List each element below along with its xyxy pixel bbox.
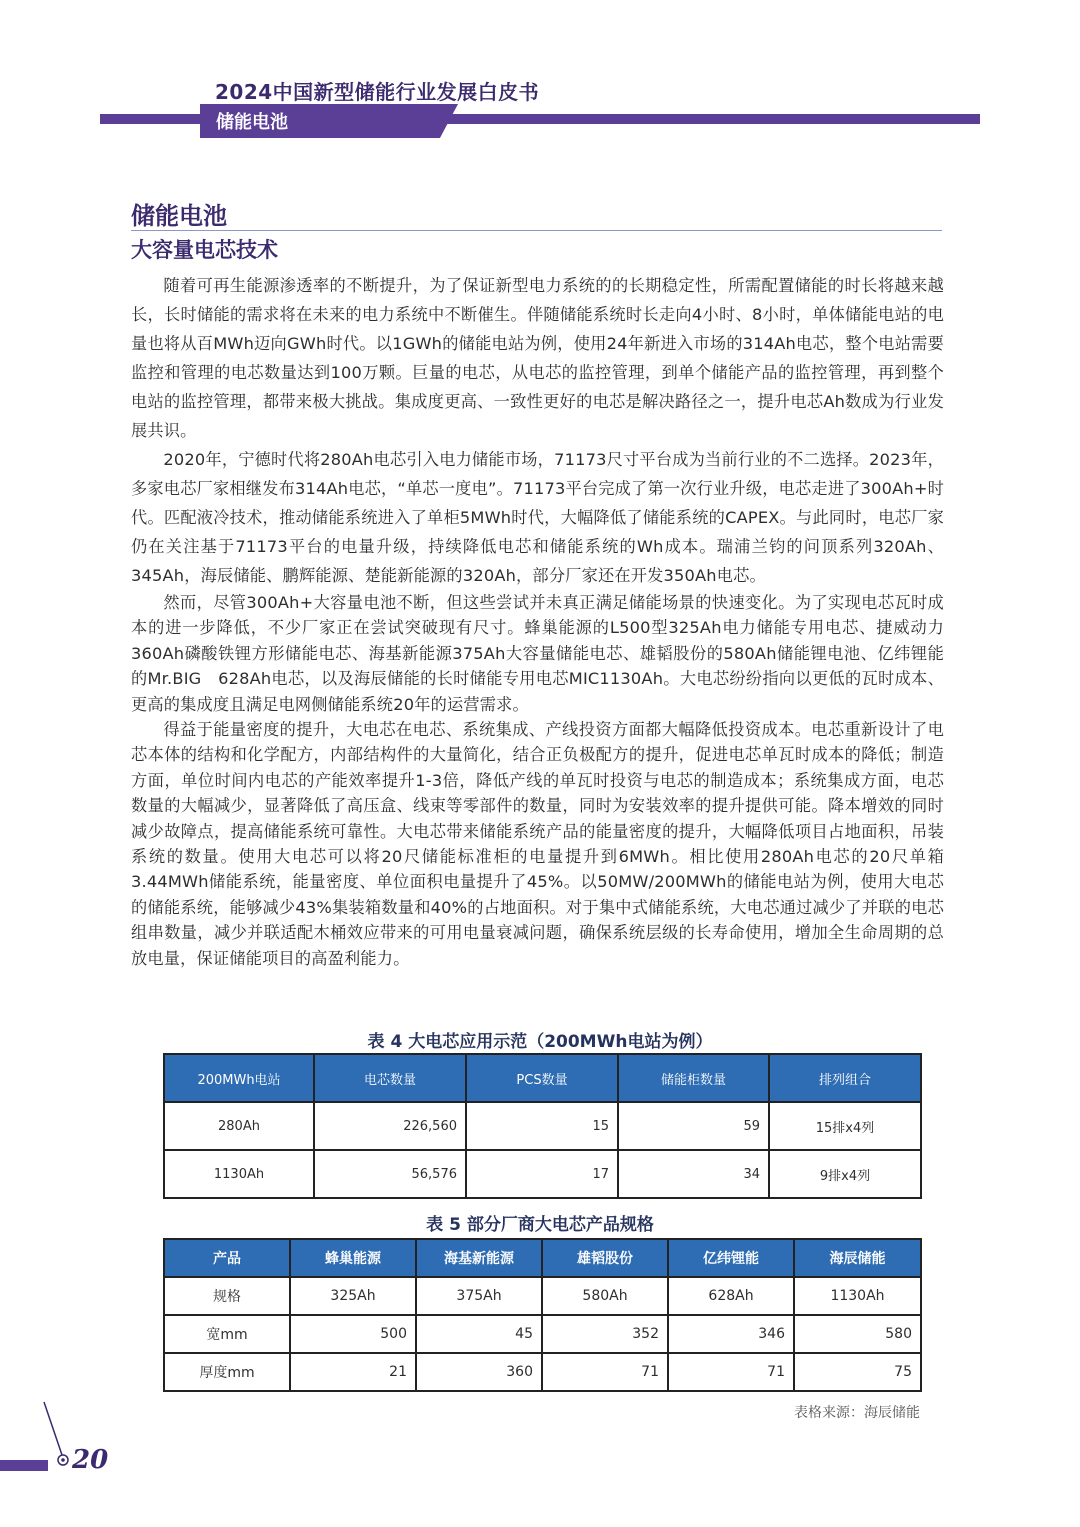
paragraph: 随着可再生能源渗透率的不断提升，为了保证新型电力系统的的长期稳定性，所需配置储能的时长将越来越长，长时储能的需求将在未来的电力系统中不断催生。伴随储能系统时长走向4小时、8小时，单体储能电站的电量也将从百MWh迈向GWh时代。以1GWh的储能电站为例，使用24年新进入市场的314Ah电芯，整个电站需要监控和管理的电芯数量达到100万颗。巨量的电芯，从电芯的监控管理，到单个储能产品的监控管理，再到整个电站的监控管理，都带来极大挑战。集成度更高、一致性更好的电芯是解决路径之一，提升电芯Ah数成为行业发展共识。 [131,276,944,440]
table-cell: 1130Ah [164,1150,314,1198]
page-number: 20 [72,1445,109,1475]
table-cell: 75 [794,1353,921,1391]
article-body [131,271,944,971]
table5-header-cell: 亿纬锂能 [668,1239,794,1277]
table-cell: 580 [794,1315,921,1353]
table-cell: 71 [542,1353,668,1391]
table-source-note: 表格来源：海辰储能 [794,1405,920,1421]
table-cell: 厚度mm [164,1353,290,1391]
table5-header-cell: 海基新能源 [416,1239,542,1277]
table-row [164,1315,921,1353]
table-cell: 59 [618,1102,769,1150]
paragraph: 然而，尽管300Ah+大容量电池不断，但这些尝试并未真正满足储能场景的快速变化。为了实现电芯瓦时成本的进一步降低，不少厂家正在尝试突破现有尺寸。蜂巢能源的L500型325Ah电力储能专用电芯、捷威动力360Ah磷酸铁锂方形储能电芯、海基新能源375Ah大容量储能电芯、雄韬股份的580Ah储能锂电池、亿纬锂能的Mr.BIG 628Ah电芯，以及海辰储能的长时储能专用电芯MIC1130Ah。大电芯纷纷指向以更低的瓦时成本、更高的集成度且满足电网侧储能系统20年的运营需求。 [131,593,944,714]
table-cell: 500 [290,1315,416,1353]
table4 [163,1053,922,1199]
table-cell: 宽mm [164,1315,290,1353]
table4-header-cell: 200MWh电站 [164,1054,314,1102]
table-row [164,1102,921,1150]
table-cell: 352 [542,1315,668,1353]
table4-header-cell: 排列组合 [769,1054,921,1102]
table-row [164,1150,921,1198]
table-cell: 45 [416,1315,542,1353]
table-cell: 15 [466,1102,618,1150]
table4-header-cell: 储能柜数量 [618,1054,769,1102]
table4-caption: 表 4 大电芯应用示范（200MWh电站为例） [367,1032,713,1052]
table-cell: 56,576 [314,1150,466,1198]
table-cell: 580Ah [542,1277,668,1315]
paragraph: 得益于能量密度的提升，大电芯在电芯、系统集成、产线投资方面都大幅降低投资成本。电芯重新设计了电芯本体的结构和化学配方，内部结构件的大量简化，结合正负极配方的提升，促进电芯单瓦时成本的降低；制造方面，单位时间内电芯的产能效率提升1-3倍，降低产线的单瓦时投资与电芯的制造成本；系统集成方面，电芯数量的大幅减少，显著降低了高压盒、线束等零部件的数量，同时为安装效率的提升提供可能。降本增效的同时减少故障点，提高储能系统可靠性。大电芯带来储能系统产品的能量密度的提升，大幅降低项目占地面积，吊装系统的数量。使用大电芯可以将20尺储能标准柜的电量提升到6MWh。相比使用280Ah电芯的20尺单箱3.44MWh储能系统，能量密度、单位面积电量提升了45%。以50MW/200MWh的储能电站为例，使用大电芯的储能系统，能够减少43%集装箱数量和40%的占地面积。对于集中式储能系统，大电芯通过减少了并联的电芯组串数量，减少并联适配木桶效应带来的可用电量衰减问题，确保系统层级的长寿命使用，增加全生命周期的总放电量，保证储能项目的高盈利能力。 [131,720,944,968]
table-cell: 628Ah [668,1277,794,1315]
table5 [163,1238,922,1392]
table-cell: 226,560 [314,1102,466,1150]
table-cell: 280Ah [164,1102,314,1150]
table-cell: 34 [618,1150,769,1198]
table-cell: 1130Ah [794,1277,921,1315]
table5-header-cell: 蜂巢能源 [290,1239,416,1277]
table-row [164,1277,921,1315]
table5-header-cell: 雄韬股份 [542,1239,668,1277]
section-tab-label: 储能电池 [216,112,288,133]
subsection-heading: 大容量电芯技术 [131,238,278,262]
table-cell: 360 [416,1353,542,1391]
table5-header-row [164,1239,921,1277]
table-cell: 21 [290,1353,416,1391]
table-cell: 346 [668,1315,794,1353]
table-cell: 325Ah [290,1277,416,1315]
table-cell: 9排x4列 [769,1150,921,1198]
section-heading: 储能电池 [131,202,227,230]
table-cell: 17 [466,1150,618,1198]
table5-header-cell: 海辰储能 [794,1239,921,1277]
table5-header-cell: 产品 [164,1239,290,1277]
table-cell: 15排x4列 [769,1102,921,1150]
paragraph: 2020年，宁德时代将280Ah电芯引入电力储能市场，71173尺寸平台成为当前行业的不二选择。2023年，多家电芯厂家相继发布314Ah电芯，“单芯一度电”。71173平台完成了第一次行业升级，电芯走进了300Ah+时代。匹配液冷技术，推动储能系统进入了单柜5MWh时代，大幅降低了储能系统的CAPEX。与此同时，电芯厂家仍在关注基于71173平台的电量升级，持续降低电芯和储能系统的Wh成本。瑞浦兰钧的问顶系列320Ah、345Ah，海辰储能、鹏辉能源、楚能新能源的320Ah，部分厂家还在开发350Ah电芯。 [131,450,944,585]
table-cell: 规格 [164,1277,290,1315]
table5-caption: 表 5 部分厂商大电芯产品规格 [426,1215,654,1235]
table-row [164,1353,921,1391]
table-cell: 375Ah [416,1277,542,1315]
table4-header-cell: PCS数量 [466,1054,618,1102]
heading-divider [131,230,942,231]
table4-header-cell: 电芯数量 [314,1054,466,1102]
footer-accent-bar [0,1460,48,1471]
publication-title: 2024中国新型储能行业发展白皮书 [215,80,540,104]
table4-header-row [164,1054,921,1102]
table-cell: 71 [668,1353,794,1391]
